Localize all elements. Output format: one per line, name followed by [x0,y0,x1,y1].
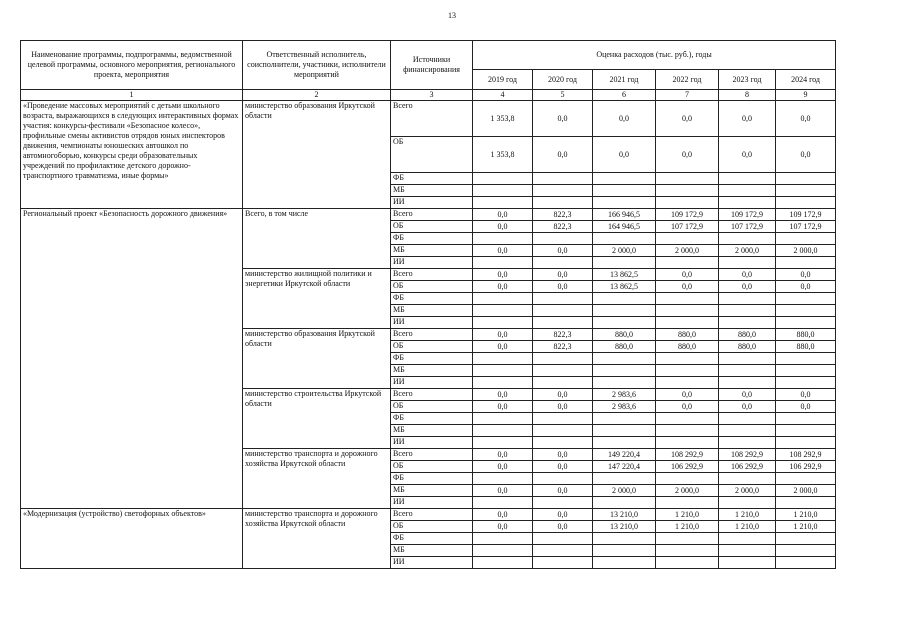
cost-value [719,233,776,245]
cost-value [656,305,719,317]
funding-source: ОБ [391,137,473,173]
page-number: 13 [448,11,456,20]
cost-value [593,425,656,437]
cost-value: 109 172,9 [656,209,719,221]
cost-value: 1 210,0 [656,509,719,521]
cost-value [473,533,533,545]
cost-value [473,557,533,569]
cost-value [533,425,593,437]
cost-value [656,473,719,485]
cost-value: 2 983,6 [593,389,656,401]
cost-value: 0,0 [533,137,593,173]
cost-value [593,545,656,557]
cost-value [473,233,533,245]
header-year: 2019 год [473,70,533,90]
cost-value: 822,3 [533,341,593,353]
cost-value [719,317,776,329]
funding-source: Всего [391,449,473,461]
cost-value [719,545,776,557]
cost-value: 0,0 [656,401,719,413]
cost-value: 880,0 [593,329,656,341]
funding-source: ФБ [391,173,473,185]
cost-value [656,185,719,197]
cost-value [533,185,593,197]
cost-value [593,377,656,389]
cost-value [593,317,656,329]
cost-value: 1 353,8 [473,137,533,173]
funding-source: МБ [391,305,473,317]
cost-value: 0,0 [473,341,533,353]
cost-value [719,533,776,545]
cost-value: 822,3 [533,329,593,341]
cost-value [473,317,533,329]
cost-value: 880,0 [776,329,836,341]
cost-value [533,437,593,449]
cost-value: 0,0 [776,137,836,173]
cost-value [719,365,776,377]
cost-value [656,353,719,365]
cost-value [473,473,533,485]
cost-value [656,197,719,209]
cost-value: 0,0 [656,269,719,281]
cost-value: 2 000,0 [776,245,836,257]
cost-value: 107 172,9 [719,221,776,233]
funding-source: ИИ [391,197,473,209]
header-executor: Ответственный исполнитель, соисполнители, участники, исполнители мероприятий [243,41,391,90]
header-year: 2020 год [533,70,593,90]
cost-value [776,185,836,197]
cost-value [473,173,533,185]
column-index: 8 [719,90,776,101]
cost-value [656,233,719,245]
cost-value [719,425,776,437]
column-index: 5 [533,90,593,101]
cost-value [473,425,533,437]
funding-source: Всего [391,101,473,137]
cost-value [533,413,593,425]
funding-source: ФБ [391,233,473,245]
funding-source: Всего [391,269,473,281]
cost-value: 0,0 [473,449,533,461]
funding-source: Всего [391,209,473,221]
cost-value [719,173,776,185]
cost-value [533,173,593,185]
executor-name: министерство транспорта и дорожного хозяйства Иркутской области [243,449,391,509]
cost-value [593,185,656,197]
funding-source: ОБ [391,401,473,413]
funding-source: ФБ [391,473,473,485]
cost-value: 0,0 [473,209,533,221]
funding-source: ФБ [391,353,473,365]
cost-value [776,365,836,377]
cost-value: 109 172,9 [719,209,776,221]
cost-value [593,173,656,185]
cost-value: 2 000,0 [656,485,719,497]
cost-value [776,533,836,545]
cost-value [593,437,656,449]
cost-value: 880,0 [719,341,776,353]
executor-name: министерство образования Иркутской области [243,329,391,389]
cost-value: 1 353,8 [473,101,533,137]
cost-value: 0,0 [473,281,533,293]
cost-value: 880,0 [656,341,719,353]
measure-name: «Модернизация (устройство) светофорных объектов» [21,509,243,569]
cost-value [593,353,656,365]
executor-name: министерство образования Иркутской области [243,101,391,209]
funding-source: ИИ [391,257,473,269]
cost-value [473,353,533,365]
header-costs: Оценка расходов (тыс. руб.), годы [473,41,836,70]
cost-value [719,257,776,269]
cost-value [593,557,656,569]
table-row [21,509,836,521]
cost-value [533,473,593,485]
cost-value: 164 946,5 [593,221,656,233]
cost-value [776,353,836,365]
funding-source: ФБ [391,413,473,425]
cost-value [776,425,836,437]
funding-source: Всего [391,509,473,521]
cost-value: 2 000,0 [593,245,656,257]
cost-value [776,257,836,269]
cost-value: 2 000,0 [593,485,656,497]
header-year: 2022 год [656,70,719,90]
header-year: 2023 год [719,70,776,90]
cost-value [776,497,836,509]
cost-value [656,317,719,329]
cost-value: 0,0 [656,101,719,137]
cost-value: 147 220,4 [593,461,656,473]
cost-value [473,185,533,197]
cost-value: 0,0 [533,269,593,281]
cost-value: 0,0 [473,509,533,521]
cost-value: 1 210,0 [776,521,836,533]
funding-source: МБ [391,545,473,557]
cost-value [656,377,719,389]
cost-value [656,173,719,185]
executor-name: министерство строительства Иркутской области [243,389,391,449]
cost-value [656,425,719,437]
cost-value: 0,0 [533,389,593,401]
cost-value [776,545,836,557]
executor-name: министерство транспорта и дорожного хозяйства Иркутской области [243,509,391,569]
cost-value [656,293,719,305]
cost-value [533,233,593,245]
cost-value [473,377,533,389]
cost-value: 13 210,0 [593,521,656,533]
cost-value [593,413,656,425]
cost-value: 880,0 [776,341,836,353]
funding-source: ФБ [391,533,473,545]
cost-value: 0,0 [533,101,593,137]
cost-value: 106 292,9 [656,461,719,473]
cost-value [593,305,656,317]
cost-value [473,197,533,209]
header-name: Наименование программы, подпрограммы, ведомственной целевой программы, основного мероприятия, регионального проекта, мероприятия [21,41,243,90]
cost-value [473,365,533,377]
cost-value [593,233,656,245]
cost-value [719,557,776,569]
cost-value: 166 946,5 [593,209,656,221]
cost-value: 13 862,5 [593,281,656,293]
cost-value: 880,0 [719,329,776,341]
cost-value: 2 000,0 [776,485,836,497]
cost-value [719,497,776,509]
cost-value: 0,0 [593,101,656,137]
table-row [21,101,836,137]
cost-value: 880,0 [593,341,656,353]
cost-value: 0,0 [473,461,533,473]
cost-value: 108 292,9 [656,449,719,461]
funding-source: МБ [391,185,473,197]
funding-source: МБ [391,485,473,497]
cost-value: 109 172,9 [776,209,836,221]
cost-value: 2 000,0 [719,485,776,497]
table-row [21,209,836,221]
cost-value: 0,0 [593,137,656,173]
cost-value [719,293,776,305]
cost-value [719,413,776,425]
cost-value: 0,0 [719,101,776,137]
cost-value: 0,0 [656,389,719,401]
cost-value [719,185,776,197]
cost-value: 0,0 [776,281,836,293]
cost-value [719,305,776,317]
executor-name: Всего, в том числе [243,209,391,269]
cost-value [776,173,836,185]
cost-value: 149 220,4 [593,449,656,461]
cost-value: 2 000,0 [719,245,776,257]
cost-value [656,497,719,509]
cost-value: 0,0 [533,509,593,521]
cost-value: 0,0 [719,401,776,413]
funding-source: ОБ [391,341,473,353]
cost-value [533,257,593,269]
cost-value [656,437,719,449]
cost-value: 0,0 [533,245,593,257]
cost-value [533,197,593,209]
cost-value: 0,0 [776,401,836,413]
cost-value [656,257,719,269]
cost-value [719,437,776,449]
cost-value: 0,0 [656,281,719,293]
cost-value: 2 000,0 [656,245,719,257]
cost-value [656,545,719,557]
cost-value: 0,0 [533,281,593,293]
cost-value: 0,0 [719,269,776,281]
cost-value [593,293,656,305]
executor-name: министерство жилищной политики и энергетики Иркутской области [243,269,391,329]
funding-source: ОБ [391,461,473,473]
column-index: 1 [21,90,243,101]
cost-value: 0,0 [473,389,533,401]
cost-value: 0,0 [656,137,719,173]
cost-value: 0,0 [473,245,533,257]
cost-value [776,473,836,485]
cost-value: 2 983,6 [593,401,656,413]
column-index: 4 [473,90,533,101]
cost-value: 0,0 [533,449,593,461]
funding-source: ФБ [391,293,473,305]
cost-value [593,365,656,377]
cost-value [473,413,533,425]
cost-value: 0,0 [473,401,533,413]
cost-value: 0,0 [533,485,593,497]
funding-source: МБ [391,365,473,377]
cost-value [776,557,836,569]
cost-value: 880,0 [656,329,719,341]
cost-value [719,353,776,365]
column-index: 9 [776,90,836,101]
cost-value [776,305,836,317]
cost-value [776,233,836,245]
cost-value: 1 210,0 [656,521,719,533]
cost-value [776,413,836,425]
measure-name: «Проведение массовых мероприятий с детьми школьного возраста, выражающихся в следующих интерактивных формах участия: конкурсы-фестивали «Безопасное колесо», профильные смены активистов отрядов юных инспекторов движения, чемпионаты юношеских автошкол по автомногоборью, конкурсы среди образовательных учреждений по профилактике детского дорожно-транспортного травматизма, иные формы» [21,101,243,209]
funding-source: ОБ [391,521,473,533]
funding-source: Всего [391,329,473,341]
cost-value: 106 292,9 [719,461,776,473]
cost-value [776,197,836,209]
cost-value [593,497,656,509]
cost-value [473,293,533,305]
column-index: 2 [243,90,391,101]
cost-value: 106 292,9 [776,461,836,473]
column-index: 3 [391,90,473,101]
cost-value: 0,0 [776,389,836,401]
cost-value [473,305,533,317]
cost-value: 0,0 [776,269,836,281]
cost-value [533,497,593,509]
cost-value [656,413,719,425]
cost-value [593,533,656,545]
cost-value: 0,0 [533,401,593,413]
cost-value [533,365,593,377]
cost-value: 108 292,9 [776,449,836,461]
cost-value [533,305,593,317]
cost-value [776,293,836,305]
measure-name: Региональный проект «Безопасность дорожного движения» [21,209,243,509]
cost-value: 13 210,0 [593,509,656,521]
cost-value: 1 210,0 [719,521,776,533]
funding-source: ИИ [391,497,473,509]
cost-value: 0,0 [473,269,533,281]
cost-value [533,353,593,365]
cost-value [533,533,593,545]
cost-value: 0,0 [533,521,593,533]
funding-source: ОБ [391,281,473,293]
cost-value [776,377,836,389]
header-year: 2021 год [593,70,656,90]
cost-value: 0,0 [776,101,836,137]
cost-value: 107 172,9 [776,221,836,233]
cost-value [593,197,656,209]
cost-value [593,473,656,485]
cost-value [473,437,533,449]
cost-value [593,257,656,269]
header-year: 2024 год [776,70,836,90]
cost-value [473,497,533,509]
cost-value: 0,0 [473,329,533,341]
cost-value: 822,3 [533,209,593,221]
cost-value [776,317,836,329]
cost-value [719,197,776,209]
funding-source: ИИ [391,557,473,569]
cost-value: 0,0 [719,137,776,173]
cost-value [533,377,593,389]
cost-value [533,545,593,557]
cost-value: 0,0 [473,521,533,533]
cost-value [533,317,593,329]
cost-value [473,257,533,269]
cost-value: 822,3 [533,221,593,233]
cost-value [656,557,719,569]
funding-source: МБ [391,425,473,437]
cost-value [719,377,776,389]
cost-value: 108 292,9 [719,449,776,461]
cost-value: 0,0 [473,221,533,233]
funding-source: ИИ [391,317,473,329]
cost-value [656,533,719,545]
cost-value [533,293,593,305]
header-source: Источники финансирования [391,41,473,90]
cost-value: 1 210,0 [719,509,776,521]
cost-value [473,545,533,557]
cost-value [656,365,719,377]
cost-value [533,557,593,569]
cost-value: 1 210,0 [776,509,836,521]
cost-value: 107 172,9 [656,221,719,233]
funding-source: Всего [391,389,473,401]
cost-value: 0,0 [473,485,533,497]
column-index: 7 [656,90,719,101]
cost-value: 0,0 [533,461,593,473]
funding-source: ОБ [391,221,473,233]
funding-source: ИИ [391,377,473,389]
cost-value: 0,0 [719,281,776,293]
cost-value [719,473,776,485]
budget-table [20,40,836,569]
funding-source: ИИ [391,437,473,449]
cost-value: 0,0 [719,389,776,401]
cost-value [776,437,836,449]
cost-value: 13 862,5 [593,269,656,281]
funding-source: МБ [391,245,473,257]
column-index: 6 [593,90,656,101]
